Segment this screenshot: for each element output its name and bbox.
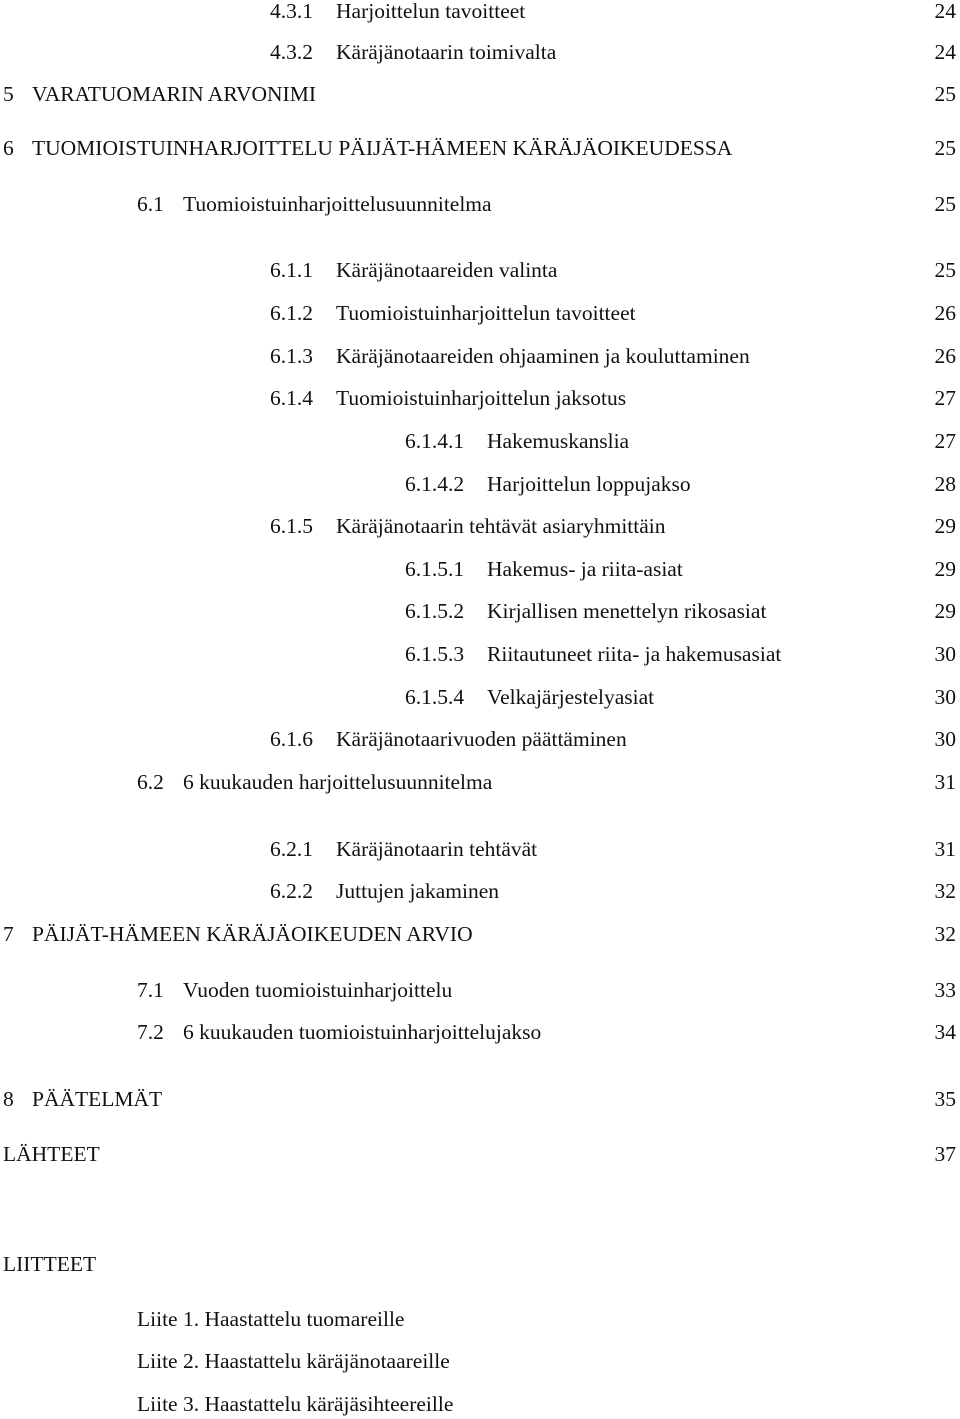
toc-entry-number: 6.1.6 <box>270 727 313 751</box>
toc-entry-title: Hakemus- ja riita-asiat <box>487 557 683 581</box>
toc-entry-page: 27 <box>934 386 956 410</box>
toc-entry-title: Harjoittelun tavoitteet <box>336 0 526 23</box>
toc-entry-page: 32 <box>934 922 956 946</box>
toc-entry-page: 34 <box>934 1020 956 1044</box>
toc-entry-page: 32 <box>934 879 956 903</box>
toc-entry-number: 8 <box>3 1087 14 1111</box>
toc-entry-page: 30 <box>934 642 956 666</box>
toc-entry[interactable] <box>0 189 960 219</box>
toc-entry-number: 6.2.1 <box>270 837 313 861</box>
toc-entry-title: Riitautuneet riita- ja hakemusasiat <box>487 642 782 666</box>
toc-entry[interactable] <box>0 554 960 584</box>
toc-entry[interactable] <box>0 79 960 109</box>
toc-entry[interactable] <box>0 975 960 1005</box>
toc-entry-number: 7.2 <box>137 1020 164 1044</box>
toc-entry-title: Käräjänotaareiden ohjaaminen ja kouluttaminen <box>336 344 750 368</box>
toc-entry-number: 6.1.4.2 <box>405 472 465 496</box>
toc-entry[interactable] <box>0 919 960 949</box>
toc-entry-number: 4.3.1 <box>270 0 313 23</box>
toc-entry[interactable] <box>0 1389 960 1419</box>
toc-entry-number: 6.1.4 <box>270 386 313 410</box>
toc-entry-title: Liite 1. Haastattelu tuomareille <box>137 1307 405 1331</box>
toc-entry-title: TUOMIOISTUINHARJOITTELU PÄIJÄT-HÄMEEN KÄRÄJÄOIKEUDESSA <box>32 136 733 160</box>
toc-entry[interactable] <box>0 133 960 163</box>
toc-entry-title: VARATUOMARIN ARVONIMI <box>32 82 316 106</box>
toc-entry[interactable] <box>0 1304 960 1334</box>
toc-entry-number: 6.1.3 <box>270 344 313 368</box>
toc-entry-title: Liite 2. Haastattelu käräjänotaareille <box>137 1349 450 1373</box>
toc-entry-page: 26 <box>934 301 956 325</box>
toc-entry-title: Käräjänotaareiden valinta <box>336 258 558 282</box>
toc-entry-number: 6.1.5.1 <box>405 557 465 581</box>
toc-entry-page: 31 <box>934 770 956 794</box>
toc-entry-title: Vuoden tuomioistuinharjoittelu <box>183 978 453 1002</box>
toc-entry-title: Hakemuskanslia <box>487 429 630 453</box>
toc-entry-title: Kirjallisen menettelyn rikosasiat <box>487 599 767 623</box>
toc-entry[interactable] <box>0 298 960 328</box>
toc-entry-page: 37 <box>934 1142 956 1166</box>
toc-entry-title: 6 kuukauden harjoittelusuunnitelma <box>183 770 493 794</box>
toc-entry-title: Käräjänotaarin tehtävät asiaryhmittäin <box>336 514 666 538</box>
toc-entry[interactable] <box>0 511 960 541</box>
toc-entry-title: Tuomioistuinharjoittelun jaksotus <box>336 386 627 410</box>
toc-entry[interactable] <box>0 639 960 669</box>
toc-entry-page: 24 <box>934 0 956 23</box>
toc-entry[interactable] <box>0 383 960 413</box>
toc-entry-page: 25 <box>934 136 956 160</box>
toc-entry-number: 6.1.2 <box>270 301 313 325</box>
toc-entry[interactable] <box>0 255 960 285</box>
toc-entry-title: Juttujen jakaminen <box>336 879 500 903</box>
toc-entry[interactable] <box>0 596 960 626</box>
toc-entry-number: 6 <box>3 136 14 160</box>
toc-entry-number: 6.2 <box>137 770 164 794</box>
toc-entry[interactable] <box>0 724 960 754</box>
toc-entry[interactable] <box>0 834 960 864</box>
toc-entry-number: 4.3.2 <box>270 40 313 64</box>
toc-entry-title: Tuomioistuinharjoittelun tavoitteet <box>336 301 636 325</box>
toc-entry-title: PÄÄTELMÄT <box>32 1087 163 1111</box>
toc-entry-number: 6.1.5.2 <box>405 599 465 623</box>
toc-entry[interactable] <box>0 767 960 797</box>
toc-entry-title: Käräjänotaarin tehtävät <box>336 837 538 861</box>
toc-entry-number: 7 <box>3 922 14 946</box>
toc-entry-page: 26 <box>934 344 956 368</box>
toc-entry-number: 5 <box>3 82 14 106</box>
toc-entry-title: 6 kuukauden tuomioistuinharjoittelujakso <box>183 1020 542 1044</box>
toc-entry-title: Liite 3. Haastattelu käräjäsihteereille <box>137 1392 454 1416</box>
toc-entry-page: 31 <box>934 837 956 861</box>
toc-entry[interactable] <box>0 426 960 456</box>
toc-entry-number: 6.1.1 <box>270 258 313 282</box>
toc-entry[interactable] <box>0 1017 960 1047</box>
toc-entry[interactable] <box>0 1084 960 1114</box>
toc-entry[interactable] <box>0 1249 960 1279</box>
toc-entry[interactable] <box>0 341 960 371</box>
toc-entry-title: LIITTEET <box>3 1252 97 1276</box>
toc-entry[interactable] <box>0 469 960 499</box>
toc-entry-page: 25 <box>934 192 956 216</box>
toc-entry-page: 29 <box>934 599 956 623</box>
toc-entry[interactable] <box>0 0 960 26</box>
toc-entry-page: 30 <box>934 727 956 751</box>
toc-entry[interactable] <box>0 1346 960 1376</box>
toc-entry-page: 27 <box>934 429 956 453</box>
toc-entry-page: 28 <box>934 472 956 496</box>
toc-entry-page: 33 <box>934 978 956 1002</box>
toc-entry-number: 6.1.5 <box>270 514 313 538</box>
toc-entry-number: 6.1.5.3 <box>405 642 465 666</box>
toc-entry-number: 6.2.2 <box>270 879 313 903</box>
toc-entry-title: PÄIJÄT-HÄMEEN KÄRÄJÄOIKEUDEN ARVIO <box>32 922 473 946</box>
toc-entry[interactable] <box>0 682 960 712</box>
toc-entry-page: 30 <box>934 685 956 709</box>
toc-entry-page: 25 <box>934 82 956 106</box>
toc-entry-number: 6.1.5.4 <box>405 685 465 709</box>
toc-entry-title: Käräjänotaarivuoden päättäminen <box>336 727 627 751</box>
toc-entry-number: 7.1 <box>137 978 164 1002</box>
toc-entry[interactable] <box>0 876 960 906</box>
toc-entry[interactable] <box>0 1139 960 1169</box>
toc-entry-page: 29 <box>934 514 956 538</box>
toc-entry-page: 25 <box>934 258 956 282</box>
toc-entry-number: 6.1.4.1 <box>405 429 465 453</box>
toc-entry-title: Velkajärjestelyasiat <box>487 685 655 709</box>
toc-entry-title: LÄHTEET <box>3 1142 100 1166</box>
toc-entry-title: Harjoittelun loppujakso <box>487 472 691 496</box>
toc-entry-number: 6.1 <box>137 192 164 216</box>
toc-entry-page: 35 <box>934 1087 956 1111</box>
toc-entry-title: Tuomioistuinharjoittelusuunnitelma <box>183 192 492 216</box>
toc-entry-page: 29 <box>934 557 956 581</box>
toc-entry[interactable] <box>0 37 960 67</box>
toc-entry-title: Käräjänotaarin toimivalta <box>336 40 557 64</box>
toc-entry-page: 24 <box>934 40 956 64</box>
